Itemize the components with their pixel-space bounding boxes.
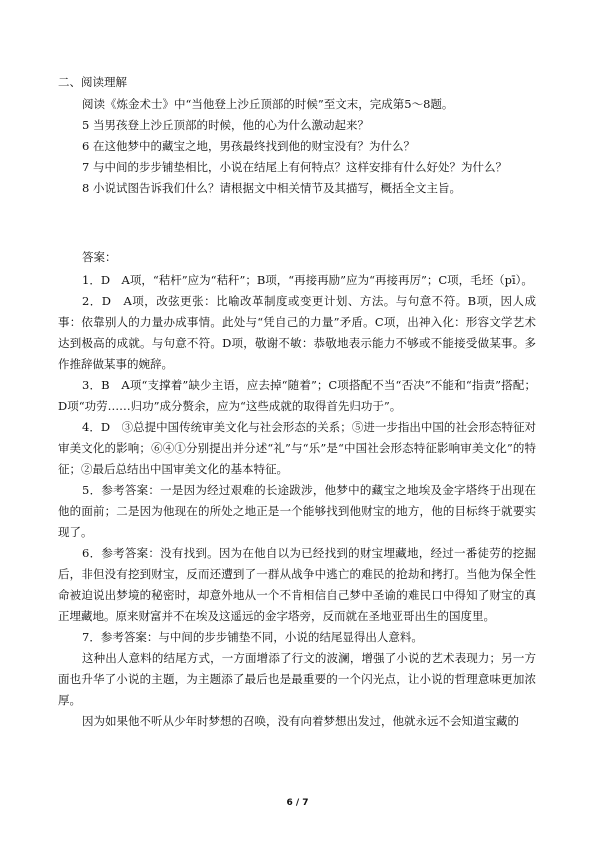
- question-6: 6 在这他梦中的藏宝之地，男孩最终找到他的财宝没有？为什么？: [82, 139, 415, 153]
- answer-7: 7．参考答案：与中间的步步铺垫不同，小说的结尾显得出人意料。: [82, 630, 423, 644]
- answer-1: 1．D A项，“秸杆”应为“秸秆”；B项，“再接再励”应为“再接再厉”；C项，毛坯（pī）。: [82, 273, 533, 287]
- question-5: 5 当男孩登上沙丘顶部的时候，他的心为什么激动起来？: [82, 118, 369, 132]
- answer-6: 6．参考答案：没有找到。因为在他自以为已经找到的财宝埋藏地，经过一番徒劳的挖掘后，非但没有挖到财宝，反而还遭到了一群从战争中逃亡的难民的抢劫和拷打。当他为保全性命被迫说出梦境的秘密时，却意外地从一个不肯相信自己梦中圣谕的难民口中得知了财宝的真正埋藏地。原来财富并不在埃及这遥远的金字塔旁，反而就在圣地亚哥出生的国度里。: [58, 546, 536, 623]
- question-8: 8 小说试图告诉我们什么？请根据文中相关情节及其描写，概括全文主旨。: [82, 181, 461, 195]
- answers-label: 答案：: [82, 250, 117, 264]
- answer-7-paragraph-2: 这种出人意料的结尾方式，一方面增添了行文的波澜，增强了小说的艺术表现力；另一方面也升华了小说的主题，为主题添了最后也是最重要的一个闪光点，让小说的哲理意味更加浓厚。: [58, 651, 536, 707]
- answer-3: 3．B A项“支撑着”缺少主语，应去掉“随着”；C项搭配不当“否决”不能和“指责”搭配；D项“功劳……归功”成分赘余，应为“这些成就的取得首先归功于”。: [58, 378, 536, 413]
- answer-5: 5．参考答案：一是因为经过艰难的长途跋涉，他梦中的藏宝之地埃及金字塔终于出现在他的面前；二是因为他现在的所处之地正是一个能够找到他财宝的地方，他的目标终于就要实现了。: [58, 483, 536, 539]
- answer-2: 2．D A项，改弦更张：比喻改革制度或变更计划、方法。与句意不符。B项，因人成事：依靠别人的力量办成事情。此处与“凭自己的力量”矛盾。C项，出神入化：形容文学艺术达到极高的成就。与句意不符。D项，敬谢不敏：恭敬地表示能力不够或不能接受做某事。多作推辞做某事的婉辞。: [58, 294, 536, 371]
- question-7: 7 与中间的步步铺垫相比，小说在结尾上有何特点？这样安排有什么好处？为什么？: [82, 160, 507, 174]
- page-number: 6 / 7: [286, 798, 309, 808]
- answers-list: [58, 270, 536, 732]
- reading-questions: [58, 94, 536, 199]
- answer-4: 4．D ③总提中国传统审美文化与社会形态的关系；⑤进一步指出中国的社会形态特征对审美文化的影响；⑥④①分别提出并分述“礼”与“乐”是“中国社会形态特征影响审美文化”的特征；②最后总结出中国审美文化的基本特征。: [58, 420, 536, 476]
- reading-instruction: 阅读《炼金术士》中“当他登上沙丘顶部的时候”至文末，完成第5～8题。: [82, 97, 454, 111]
- answer-7-paragraph-3: 因为如果他不听从少年时梦想的召唤，没有向着梦想出发过，他就永远不会知道宝藏的: [82, 714, 519, 728]
- section-title: 二、阅读理解: [58, 75, 127, 89]
